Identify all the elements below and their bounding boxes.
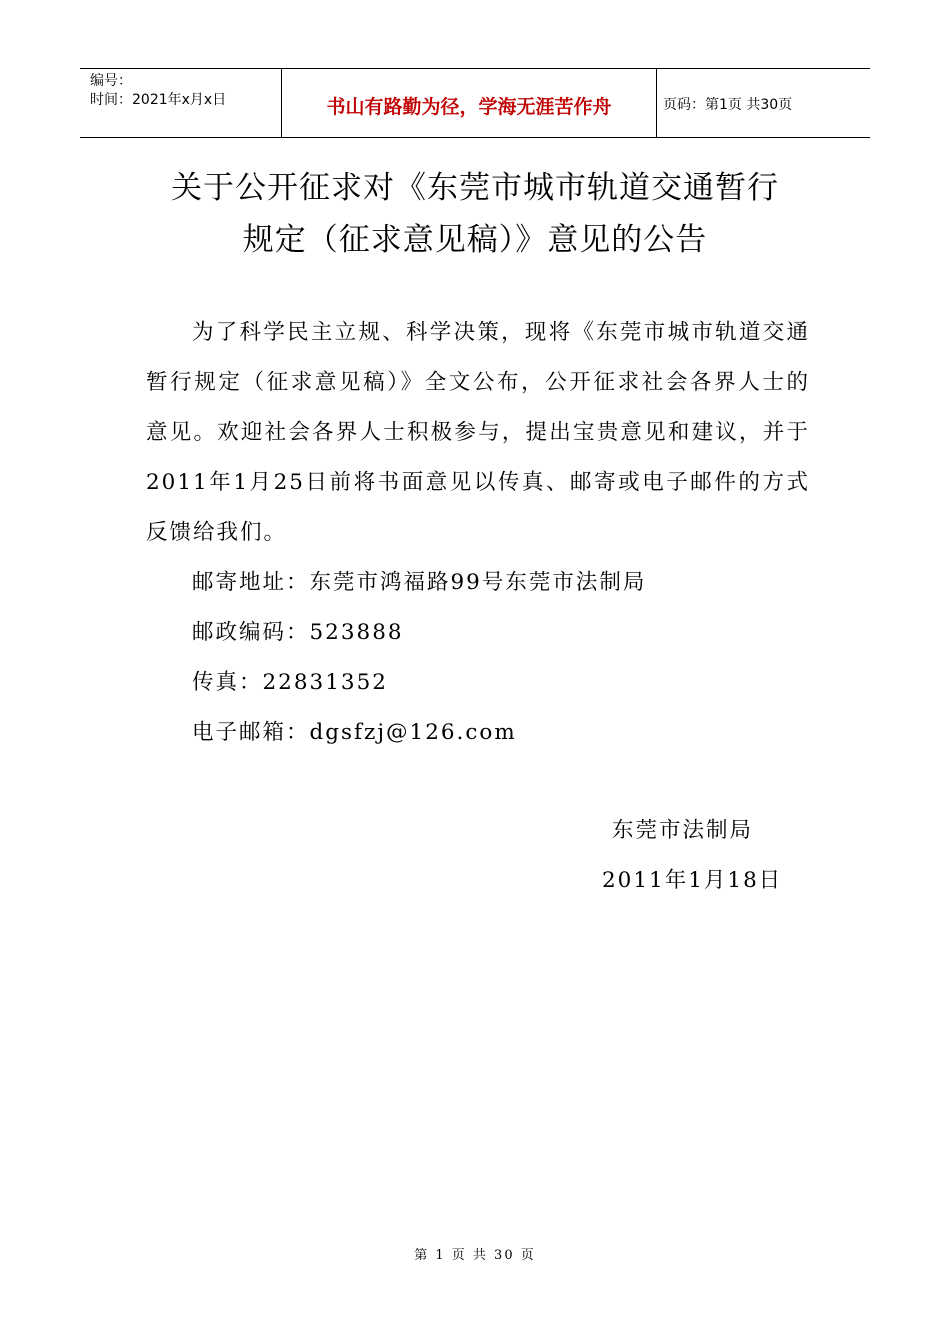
header-time-label: 时间：2021年x月x日 bbox=[90, 92, 227, 108]
title-line-1: 关于公开征求对《东莞市城市轨道交通暂行 bbox=[171, 170, 779, 206]
header-page-info: 页码：第1页 共30页 bbox=[663, 97, 793, 113]
document-header-table bbox=[80, 68, 870, 138]
title-line-2: 规定（征求意见稿）》意见的公告 bbox=[242, 222, 708, 258]
signature-date: 2011年1月18日 bbox=[602, 868, 783, 893]
signature-org: 东莞市法制局 bbox=[612, 818, 754, 843]
body-paragraph: 为了科学民主立规、科学决策，现将《东莞市城市轨道交通暂行规定（征求意见稿）》全文公布，公开征求社会各界人士的意见。欢迎社会各界人士积极参与，提出宝贵意见和建议，并于2011年1月25日前将书面意见以传真、邮寄或电子邮件的方式反馈给我们。 bbox=[146, 320, 810, 545]
document-title bbox=[0, 162, 950, 266]
header-motto: 书山有路勤为径，学海无涯苦作舟 bbox=[282, 69, 657, 137]
fax-number: 传真：22831352 bbox=[192, 670, 388, 695]
header-meta-cell bbox=[80, 69, 282, 137]
page-footer: 第 1 页 共 30 页 bbox=[414, 1248, 536, 1263]
email-address: 电子邮箱：dgsfzj@126.com bbox=[192, 720, 517, 745]
mailing-address: 邮寄地址：东莞市鸿福路99号东莞市法制局 bbox=[192, 570, 647, 595]
postal-code: 邮政编码：523888 bbox=[192, 620, 404, 645]
header-number-label: 编号： bbox=[90, 73, 132, 89]
